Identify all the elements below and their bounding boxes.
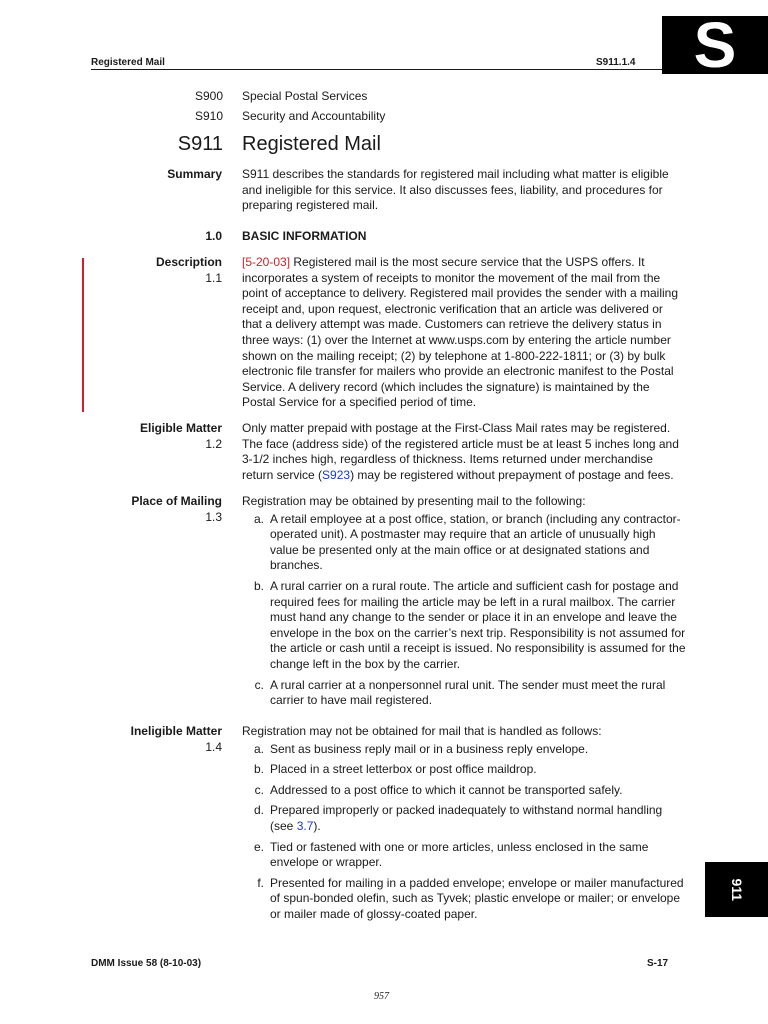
crumb-code: S910	[194, 109, 223, 123]
ineligible-section	[0, 724, 768, 928]
crumb-s910	[0, 109, 768, 129]
eligible-label: Eligible Matter	[139, 421, 222, 435]
crumb-title: Security and Accountability	[242, 109, 386, 123]
crumb-s900	[0, 89, 768, 109]
place-number: 1.3	[205, 509, 222, 524]
ineligible-number: 1.4	[205, 739, 222, 754]
place-label: Place of Mailing	[131, 494, 222, 508]
footer-page-code: S-17	[647, 958, 669, 969]
ineligible-intro: Registration may not be obtained for mail that is handled as follows:	[242, 724, 602, 738]
section-number: 1.0	[205, 229, 222, 243]
list-item: a. Sent as business reply mail or in a business reply envelope.	[253, 741, 589, 756]
title-code: S911	[177, 133, 223, 155]
summary-section	[0, 167, 768, 214]
title-text: Registered Mail	[242, 133, 381, 155]
list-item: e. Tied or fastened with one or more articles, unless enclosed in the same envelope or wrapper.	[253, 839, 649, 870]
list-item: a. A retail employee at a post office, station, or branch (including any contractor-operated unit). A postmaster may require that an article of unusually high value be presented only at the main office or at designated stations and branches.	[253, 511, 681, 573]
ineligible-label: Ineligible Matter	[130, 724, 222, 738]
section-heading-text: BASIC INFORMATION	[242, 229, 367, 243]
section-heading	[0, 229, 768, 245]
list-item: c. A rural carrier at a nonpersonnel rural unit. The sender must meet the rural carrier to have mail registered.	[254, 677, 666, 708]
eligible-text: Only matter prepaid with postage at the First-Class Mail rates may be registered. The face (address side) of the registered article must be at least 5 inches long and 3-1/2 inches high, regardless of thickness. Items returned under merchandise return service (S923) may be registered without prepayment of postage and fees.	[242, 421, 679, 482]
list-item: b. Placed in a street letterbox or post office maildrop.	[253, 762, 537, 777]
page-number: 957	[374, 991, 389, 1002]
description-section	[0, 255, 768, 411]
running-header-section: S911.1.4	[596, 57, 636, 68]
summary-label: Summary	[167, 167, 222, 181]
running-header-title: Registered Mail	[91, 57, 165, 68]
description-text: [5-20-03] Registered mail is the most secure service that the USPS offers. It incorporates a system of receipts to monitor the movement of the mail from the point of acceptance to delivery. Registered mail provides the sender with a mailing receipt and, upon request, electronic verification that an article was delivered or that a delivery attempt was made. Customers can retrieve the delivery status in three ways: (1) over the Internet at www.usps.com by entering the article number shown on the mailing receipt; (2) by telephone at 1-800-222-1811; or (3) by bulk electronic file transfer for mailers who provide an electronic manifest to the Postal Service. A delivery record (which includes the signature) is maintained by the Postal Service for a specified period of time.	[242, 255, 679, 410]
list-item: f. Presented for mailing in a padded envelope; envelope or mailer manufactured of spun-bonded olefin, such as Tyvek; plastic envelope or mailer; or envelope or mailer made of glossy-coated paper.	[257, 875, 684, 921]
list-item: b. A rural carrier on a rural route. The article and sufficient cash for postage and required fees for mailing the article may be left in a rural mailbox. The carrier must hand any change to the sender or place it in an envelope and leave the envelope in the box on the carrier’s next trip. Responsibility is not assumed for the article or cash until a receipt is issued. No responsibility is assumed for the change left in the box by the carrier.	[253, 578, 686, 671]
revision-date-link[interactable]: [5-20-03]	[242, 255, 291, 269]
crumb-code: S900	[194, 89, 223, 103]
chapter-tab-s: S	[662, 16, 768, 74]
s923-link[interactable]: S923	[322, 467, 351, 482]
description-label: Description	[155, 255, 222, 269]
place-section	[0, 494, 768, 714]
eligible-number: 1.2	[205, 436, 222, 451]
section-side-tab: 911	[705, 862, 768, 917]
section-3-7-link[interactable]: 3.7	[296, 818, 314, 833]
summary-text: S911 describes the standards for registered mail including what matter is eligible and ineligible for this service. It also discusses fees, liability, and procedures for preparing registered mail.	[242, 167, 669, 213]
header-rule	[91, 69, 665, 70]
crumb-title: Special Postal Services	[242, 89, 368, 103]
description-number: 1.1	[205, 270, 222, 285]
place-intro: Registration may be obtained by presenting mail to the following:	[242, 494, 586, 508]
page-title	[0, 131, 768, 159]
eligible-section	[0, 421, 768, 483]
list-item: d. Prepared improperly or packed inadequately to withstand normal handling (see 3.7).	[253, 803, 663, 833]
footer-issue: DMM Issue 58 (8-10-03)	[91, 958, 202, 969]
list-item: c. Addressed to a post office to which it cannot be transported safely.	[254, 782, 623, 797]
